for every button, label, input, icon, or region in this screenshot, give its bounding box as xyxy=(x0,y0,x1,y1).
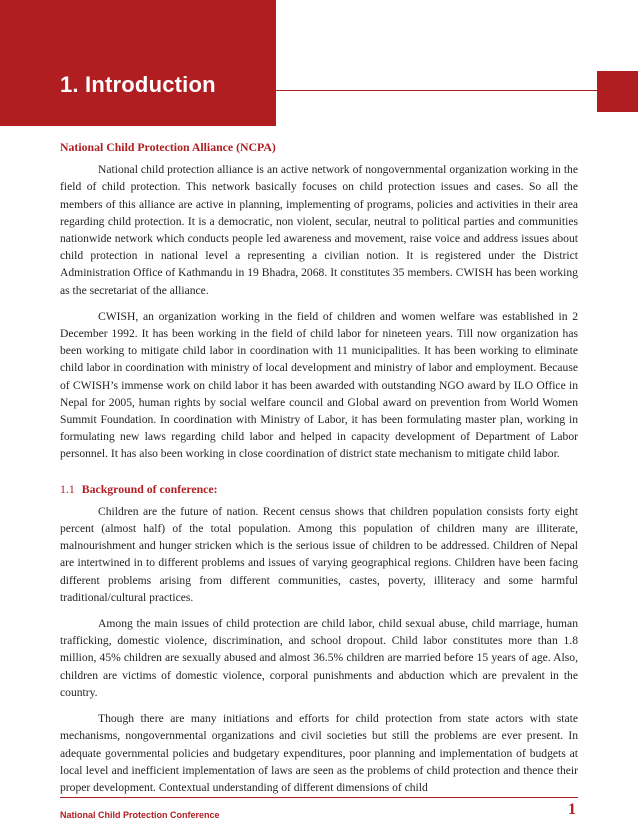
background-number: 1.1 xyxy=(60,481,75,496)
background-paragraph-1: Children are the future of nation. Recent census shows that children population consists forty eight percent (almost half) of the total population. Among this population of children many are illiterate, malnourishment and hunger stricken which is the serious issue of children to be addressed. Children of Nepal are intertwined in to different problems and issues of varying geographical regions. Children have been facing different problems arising from different communities, castes, poverty, illiteracy and some harmful traditional/cultural practices. xyxy=(60,504,578,604)
footer-title: National Child Protection Conference xyxy=(60,810,220,820)
side-tab xyxy=(597,71,638,112)
chapter-title: 1. Introduction xyxy=(60,72,216,97)
ncpa-paragraph-2: CWISH, an organization working in the field of children and women welfare was established in 2 December 1992. It has been working in the field of child labor for nineteen years. Till now organization has been working to mitigate child labor in coordination with 11 municipalities. It has been working to eliminate child labor in coordination with ministry of local development and ministry of labor and employment. Because of CWISH’s immense work on child labor it has been awarded with outstanding NGO award by ILO Office in Nepal for 2005, human rights by social welfare council and Global award on prevention from World Women Summit Foundation. In coordination with Ministry of Labor, it has been formulating master plan, working in formulating new laws regarding child labor and helped in capacity development of Department of Labor personnel. It has also been working in close coordination of district state mechanism to mitigate child labor. xyxy=(60,309,578,461)
ncpa-paragraph-1: National child protection alliance is an active network of nongovernmental organization working in the field of child protection. This network basically focuses on child protection issues and cases. So all the members of this alliance are active in planning, implementing of programs, policies and activities in their area regarding child protection. It is a democratic, non violent, secular, neutral to political parties and communities nationwide network which conducts people led awareness and movement, raise voice and address issues about child protection in national level a representing a civilian notion. It is registered under the District Administration Office of Kathmandu in 19 Bhadra, 2068. It constitutes 35 members. CWISH has been working as the secretariat of the alliance. xyxy=(60,163,578,297)
background-paragraph-3: Though there are many initiations and efforts for child protection from state actors with state mechanisms, nongovernmental organizations and civil societies but still the problems are ever present. In adequate governmental policies and budgetary expenditures, poor planning and implementation of budgets at local level and inefficient implementation of laws are seen as the problems of child protection and thence their proper development. Contextual understanding of different dimensions of child xyxy=(60,712,578,794)
header-rule xyxy=(276,90,597,91)
header-band xyxy=(0,0,276,126)
background-title: Background of conference: xyxy=(81,481,218,496)
page-number: 1 xyxy=(568,801,576,818)
main-content xyxy=(60,139,578,805)
ncpa-heading: National Child Protection Alliance (NCPA) xyxy=(60,140,276,154)
background-paragraph-2: Among the main issues of child protection are child labor, child sexual abuse, child marriage, human trafficking, domestic violence, discrimination, and school dropout. Child labor constitutes more than 1.8 million, 45% children are sexually abused and almost 36.5% children are married before 15 years of age. Also, children are victims of domestic violence, corporal punishments and abduction which are prevalent in the country. xyxy=(60,617,578,699)
background-heading xyxy=(60,481,578,498)
footer-rule xyxy=(60,797,578,798)
